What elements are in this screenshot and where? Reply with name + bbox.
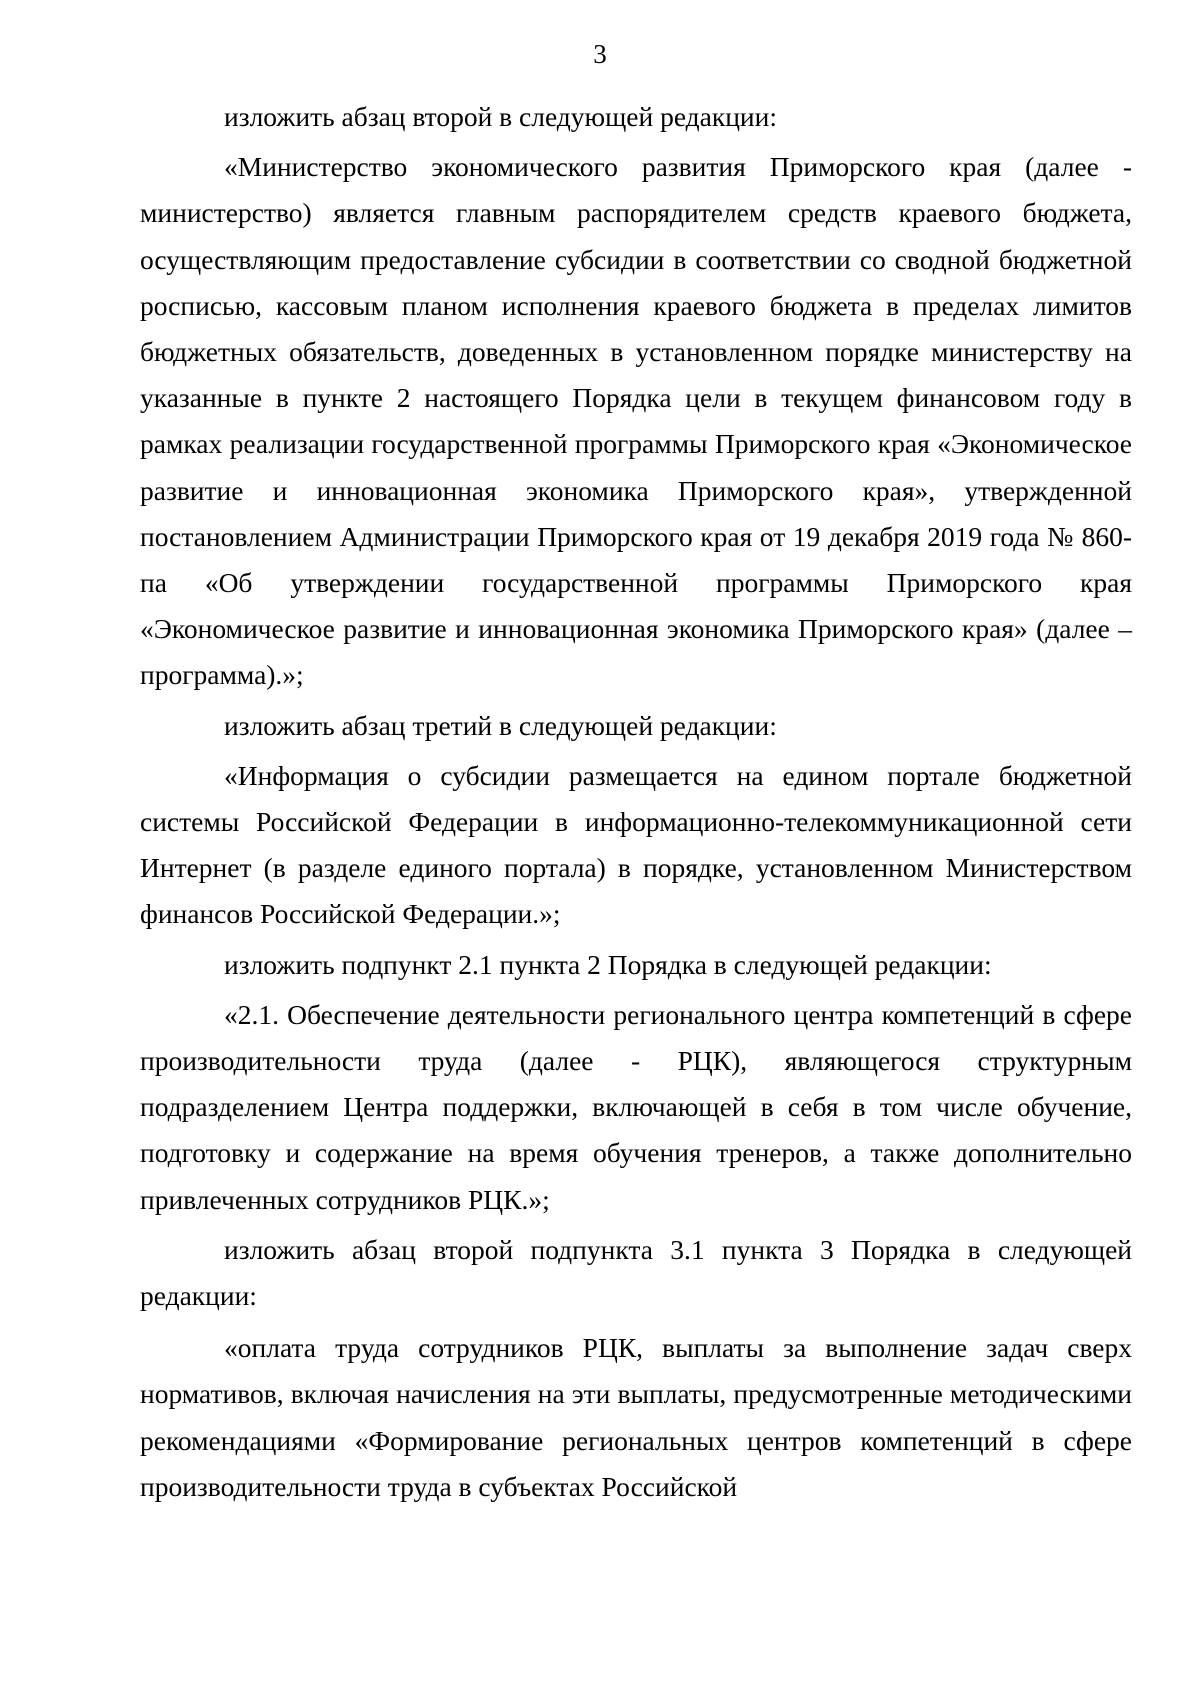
document-body	[140, 94, 1132, 1510]
paragraph-instruction: изложить абзац третий в следующей редакции:	[224, 709, 777, 741]
paragraph-instruction: изложить абзац второй подпункта 3.1 пункта 3 Порядка в следующей редакции:	[140, 1233, 1132, 1312]
paragraph-instruction: изложить подпункт 2.1 пункта 2 Порядка в следующей редакции:	[224, 948, 992, 980]
paragraph-instruction: изложить абзац второй в следующей редакции:	[224, 101, 778, 132]
paragraph-quote: «Министерство экономического развития Приморского края (далее - министерство) является главным распорядителем средств краевого бюджета, осуществляющим предоставление субсидии в соответствии со сводной бюджетной росписью, кассовым планом исполнения краевого бюджета в пределах лимитов бюджетных обязательств, доведенных в установленном порядке министерству на указанные в пункте 2 настоящего Порядка цели в текущем финансовом году в рамках реализации государственной программы Приморского края «Экономическое развитие и инновационная экономика Приморского края», утвержденной постановлением Администрации Приморского края от 19 декабря 2019 года № 860-па «Об утверждении государственной программы Приморского края «Экономическое развитие и инновационная экономика Приморского края» (далее – программа).»;	[140, 151, 1132, 691]
page-number: 3	[593, 39, 607, 69]
paragraph-quote: «2.1. Обеспечение деятельности регионального центра компетенций в сфере производительности труда (далее - РЦК), являющегося структурным подразделением Центра поддержки, включающей в себя в том числе обучение, подготовку и содержание на время обучения тренеров, а также дополнительно привлеченных сотрудников РЦК.»;	[140, 998, 1132, 1215]
paragraph-quote: «оплата труда сотрудников РЦК, выплаты за выполнение задач сверх нормативов, включая начисления на эти выплаты, предусмотренные методическими рекомендациями «Формирование региональных центров компетенций в сфере производительности труда в субъектах Российской	[140, 1332, 1132, 1502]
paragraph-quote: «Информация о субсидии размещается на едином портале бюджетной системы Российской Федерации в информационно-телекоммуникационной сети Интернет (в разделе единого портала) в порядке, установленном Министерством финансов Российской Федерации.»;	[140, 759, 1132, 930]
